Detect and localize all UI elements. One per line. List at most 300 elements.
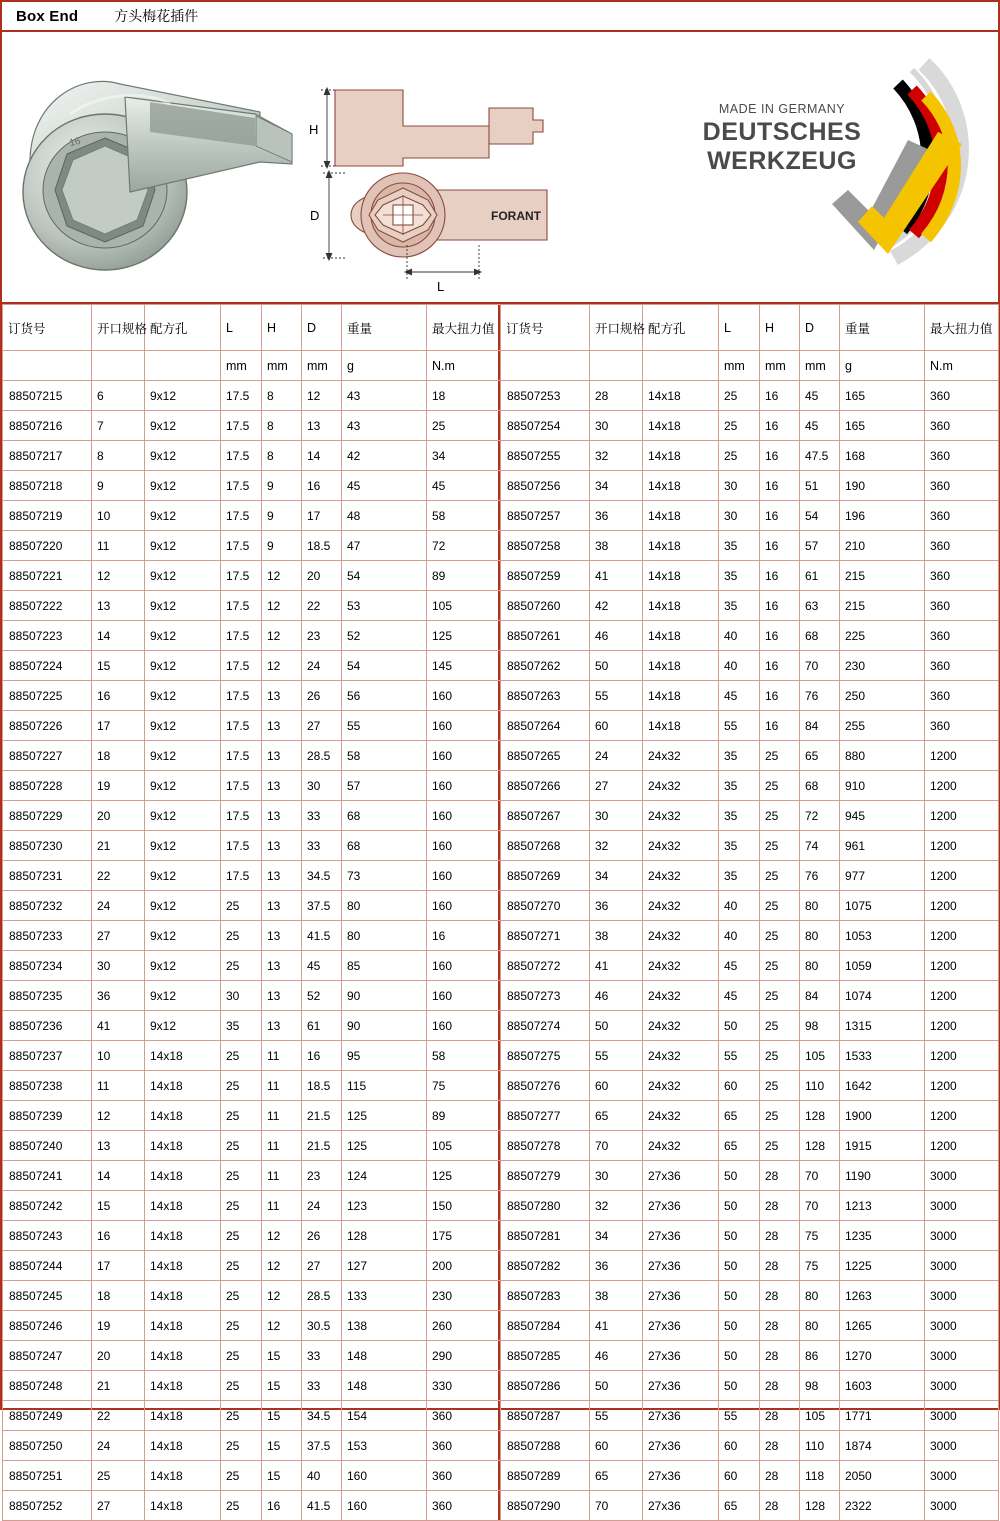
table-row bbox=[501, 1431, 999, 1461]
col-header-opening-size: 开口规格 bbox=[590, 305, 643, 351]
header-row-labels bbox=[501, 305, 999, 351]
cell-opening-size: 38 bbox=[590, 1281, 643, 1311]
table-row bbox=[501, 1491, 999, 1521]
cell-weight: 215 bbox=[840, 591, 925, 621]
cell-opening-size: 60 bbox=[590, 711, 643, 741]
cell-opening-size: 22 bbox=[92, 1401, 145, 1431]
cell-l: 25 bbox=[221, 1101, 262, 1131]
cell-order-no: 88507283 bbox=[501, 1281, 590, 1311]
cell-l: 17.5 bbox=[221, 621, 262, 651]
cell-square-hole: 24x32 bbox=[643, 861, 719, 891]
cell-weight: 1315 bbox=[840, 1011, 925, 1041]
cell-opening-size: 12 bbox=[92, 561, 145, 591]
cell-square-hole: 24x32 bbox=[643, 921, 719, 951]
cell-square-hole: 9x12 bbox=[145, 621, 221, 651]
table-row bbox=[501, 591, 999, 621]
cell-weight: 1263 bbox=[840, 1281, 925, 1311]
cell-l: 25 bbox=[221, 1281, 262, 1311]
cell-d: 26 bbox=[302, 681, 342, 711]
unit-square-hole bbox=[643, 351, 719, 381]
cell-opening-size: 50 bbox=[590, 651, 643, 681]
table-row bbox=[501, 771, 999, 801]
cell-h: 13 bbox=[262, 1011, 302, 1041]
cell-opening-size: 21 bbox=[92, 1371, 145, 1401]
cell-l: 25 bbox=[719, 381, 760, 411]
cell-square-hole: 14x18 bbox=[145, 1191, 221, 1221]
cell-max-torque: 1200 bbox=[925, 891, 999, 921]
cell-opening-size: 30 bbox=[590, 1161, 643, 1191]
cell-max-torque: 160 bbox=[427, 801, 501, 831]
cell-max-torque: 16 bbox=[427, 921, 501, 951]
table-row bbox=[3, 891, 501, 921]
cell-order-no: 88507275 bbox=[501, 1041, 590, 1071]
cell-opening-size: 7 bbox=[92, 411, 145, 441]
table-row bbox=[501, 1071, 999, 1101]
cell-h: 28 bbox=[760, 1251, 800, 1281]
cell-d: 86 bbox=[800, 1341, 840, 1371]
cell-max-torque: 360 bbox=[427, 1461, 501, 1491]
cell-order-no: 88507278 bbox=[501, 1131, 590, 1161]
cell-square-hole: 9x12 bbox=[145, 531, 221, 561]
cell-square-hole: 9x12 bbox=[145, 741, 221, 771]
cell-l: 17.5 bbox=[221, 381, 262, 411]
cell-l: 30 bbox=[719, 471, 760, 501]
cell-h: 11 bbox=[262, 1131, 302, 1161]
cell-max-torque: 1200 bbox=[925, 1131, 999, 1161]
cell-max-torque: 105 bbox=[427, 1131, 501, 1161]
cell-h: 9 bbox=[262, 471, 302, 501]
cell-opening-size: 24 bbox=[92, 1431, 145, 1461]
col-header-order-no: 订货号 bbox=[501, 305, 590, 351]
cell-max-torque: 160 bbox=[427, 981, 501, 1011]
cell-max-torque: 160 bbox=[427, 711, 501, 741]
cell-square-hole: 24x32 bbox=[643, 1101, 719, 1131]
cell-opening-size: 6 bbox=[92, 381, 145, 411]
table-row bbox=[3, 1341, 501, 1371]
cell-max-torque: 1200 bbox=[925, 801, 999, 831]
cell-opening-size: 24 bbox=[590, 741, 643, 771]
cell-opening-size: 19 bbox=[92, 1311, 145, 1341]
cell-d: 80 bbox=[800, 951, 840, 981]
cell-order-no: 88507223 bbox=[3, 621, 92, 651]
table-row bbox=[501, 891, 999, 921]
cell-l: 17.5 bbox=[221, 561, 262, 591]
cell-max-torque: 3000 bbox=[925, 1341, 999, 1371]
cell-weight: 165 bbox=[840, 381, 925, 411]
cell-weight: 123 bbox=[342, 1191, 427, 1221]
cell-h: 25 bbox=[760, 951, 800, 981]
cell-opening-size: 55 bbox=[590, 1401, 643, 1431]
svg-text:16: 16 bbox=[68, 135, 82, 149]
cell-d: 84 bbox=[800, 981, 840, 1011]
cell-weight: 2050 bbox=[840, 1461, 925, 1491]
cell-square-hole: 9x12 bbox=[145, 381, 221, 411]
cell-max-torque: 360 bbox=[925, 621, 999, 651]
cell-weight: 2322 bbox=[840, 1491, 925, 1521]
cell-max-torque: 1200 bbox=[925, 861, 999, 891]
cell-h: 25 bbox=[760, 921, 800, 951]
cell-max-torque: 3000 bbox=[925, 1461, 999, 1491]
cell-d: 118 bbox=[800, 1461, 840, 1491]
cell-h: 28 bbox=[760, 1431, 800, 1461]
cell-square-hole: 9x12 bbox=[145, 861, 221, 891]
cell-weight: 148 bbox=[342, 1341, 427, 1371]
cell-weight: 43 bbox=[342, 381, 427, 411]
cell-order-no: 88507267 bbox=[501, 801, 590, 831]
cell-opening-size: 36 bbox=[590, 1251, 643, 1281]
cell-weight: 154 bbox=[342, 1401, 427, 1431]
cell-max-torque: 360 bbox=[925, 501, 999, 531]
cell-d: 128 bbox=[800, 1101, 840, 1131]
cell-d: 23 bbox=[302, 621, 342, 651]
table-row bbox=[3, 1071, 501, 1101]
cell-h: 13 bbox=[262, 921, 302, 951]
cell-d: 61 bbox=[800, 561, 840, 591]
cell-l: 17.5 bbox=[221, 711, 262, 741]
cell-opening-size: 17 bbox=[92, 1251, 145, 1281]
table-row bbox=[3, 1161, 501, 1191]
cell-weight: 148 bbox=[342, 1371, 427, 1401]
cell-square-hole: 14x18 bbox=[145, 1491, 221, 1521]
cell-max-torque: 72 bbox=[427, 531, 501, 561]
cell-order-no: 88507269 bbox=[501, 861, 590, 891]
cell-square-hole: 14x18 bbox=[145, 1281, 221, 1311]
cell-weight: 215 bbox=[840, 561, 925, 591]
cell-d: 27 bbox=[302, 711, 342, 741]
table-row bbox=[501, 561, 999, 591]
cell-square-hole: 9x12 bbox=[145, 771, 221, 801]
cell-d: 54 bbox=[800, 501, 840, 531]
table-row bbox=[3, 411, 501, 441]
cell-h: 13 bbox=[262, 981, 302, 1011]
cell-order-no: 88507235 bbox=[3, 981, 92, 1011]
cell-max-torque: 1200 bbox=[925, 1041, 999, 1071]
cell-order-no: 88507247 bbox=[3, 1341, 92, 1371]
cell-d: 110 bbox=[800, 1431, 840, 1461]
cell-l: 65 bbox=[719, 1131, 760, 1161]
cell-max-torque: 3000 bbox=[925, 1401, 999, 1431]
table-row bbox=[3, 831, 501, 861]
cell-square-hole: 9x12 bbox=[145, 711, 221, 741]
table-row bbox=[501, 381, 999, 411]
cell-opening-size: 30 bbox=[92, 951, 145, 981]
cell-h: 25 bbox=[760, 1101, 800, 1131]
cell-opening-size: 36 bbox=[590, 891, 643, 921]
cell-max-torque: 3000 bbox=[925, 1191, 999, 1221]
cell-opening-size: 46 bbox=[590, 981, 643, 1011]
cell-max-torque: 360 bbox=[427, 1401, 501, 1431]
cell-h: 28 bbox=[760, 1161, 800, 1191]
col-header-l: L bbox=[221, 305, 262, 351]
cell-weight: 90 bbox=[342, 1011, 427, 1041]
cell-d: 23 bbox=[302, 1161, 342, 1191]
cell-weight: 54 bbox=[342, 651, 427, 681]
spec-tables bbox=[2, 304, 998, 1521]
cell-order-no: 88507248 bbox=[3, 1371, 92, 1401]
cell-l: 17.5 bbox=[221, 471, 262, 501]
col-header-square-hole: 配方孔 bbox=[643, 305, 719, 351]
cell-order-no: 88507217 bbox=[3, 441, 92, 471]
table-row bbox=[3, 1461, 501, 1491]
cell-max-torque: 3000 bbox=[925, 1281, 999, 1311]
cell-square-hole: 9x12 bbox=[145, 681, 221, 711]
cell-square-hole: 27x36 bbox=[643, 1161, 719, 1191]
cell-l: 40 bbox=[719, 891, 760, 921]
cell-max-torque: 125 bbox=[427, 621, 501, 651]
cell-opening-size: 9 bbox=[92, 471, 145, 501]
table-row bbox=[501, 981, 999, 1011]
cell-max-torque: 1200 bbox=[925, 921, 999, 951]
spec-table-right bbox=[500, 304, 999, 1521]
cell-d: 128 bbox=[800, 1131, 840, 1161]
cell-opening-size: 36 bbox=[92, 981, 145, 1011]
cell-d: 41.5 bbox=[302, 1491, 342, 1521]
table-row bbox=[3, 1221, 501, 1251]
cell-l: 25 bbox=[221, 1371, 262, 1401]
cell-opening-size: 34 bbox=[590, 861, 643, 891]
cell-h: 8 bbox=[262, 441, 302, 471]
cell-order-no: 88507272 bbox=[501, 951, 590, 981]
cell-order-no: 88507257 bbox=[501, 501, 590, 531]
cell-opening-size: 20 bbox=[92, 1341, 145, 1371]
cell-max-torque: 1200 bbox=[925, 1011, 999, 1041]
col-header-d: D bbox=[800, 305, 840, 351]
unit-weight: g bbox=[342, 351, 427, 381]
cell-l: 45 bbox=[719, 981, 760, 1011]
cell-weight: 127 bbox=[342, 1251, 427, 1281]
cell-order-no: 88507220 bbox=[3, 531, 92, 561]
cell-max-torque: 3000 bbox=[925, 1161, 999, 1191]
cell-square-hole: 14x18 bbox=[145, 1131, 221, 1161]
cell-h: 9 bbox=[262, 501, 302, 531]
cell-d: 65 bbox=[800, 741, 840, 771]
cell-h: 13 bbox=[262, 861, 302, 891]
cell-weight: 95 bbox=[342, 1041, 427, 1071]
cell-square-hole: 14x18 bbox=[643, 591, 719, 621]
cell-l: 17.5 bbox=[221, 861, 262, 891]
cell-h: 12 bbox=[262, 591, 302, 621]
cell-max-torque: 58 bbox=[427, 1041, 501, 1071]
unit-l: mm bbox=[221, 351, 262, 381]
cell-square-hole: 14x18 bbox=[643, 711, 719, 741]
cell-d: 41.5 bbox=[302, 921, 342, 951]
cell-weight: 125 bbox=[342, 1131, 427, 1161]
cell-weight: 880 bbox=[840, 741, 925, 771]
cell-order-no: 88507280 bbox=[501, 1191, 590, 1221]
table-row bbox=[3, 1101, 501, 1131]
cell-h: 25 bbox=[760, 1041, 800, 1071]
spec-table-left bbox=[2, 304, 501, 1521]
cell-max-torque: 145 bbox=[427, 651, 501, 681]
table-row bbox=[501, 1011, 999, 1041]
cell-weight: 68 bbox=[342, 801, 427, 831]
cell-max-torque: 160 bbox=[427, 681, 501, 711]
cell-square-hole: 27x36 bbox=[643, 1491, 719, 1521]
cell-d: 22 bbox=[302, 591, 342, 621]
cell-l: 50 bbox=[719, 1221, 760, 1251]
cell-square-hole: 14x18 bbox=[145, 1341, 221, 1371]
cell-square-hole: 9x12 bbox=[145, 411, 221, 441]
cell-square-hole: 9x12 bbox=[145, 921, 221, 951]
table-row bbox=[501, 861, 999, 891]
cell-square-hole: 27x36 bbox=[643, 1461, 719, 1491]
table-row bbox=[501, 921, 999, 951]
cell-max-torque: 160 bbox=[427, 951, 501, 981]
cell-weight: 1270 bbox=[840, 1341, 925, 1371]
cell-square-hole: 14x18 bbox=[643, 651, 719, 681]
cell-weight: 1642 bbox=[840, 1071, 925, 1101]
cell-weight: 1533 bbox=[840, 1041, 925, 1071]
cell-h: 16 bbox=[760, 531, 800, 561]
cell-h: 16 bbox=[760, 591, 800, 621]
cell-l: 17.5 bbox=[221, 501, 262, 531]
cell-order-no: 88507254 bbox=[501, 411, 590, 441]
cell-weight: 945 bbox=[840, 801, 925, 831]
cell-h: 15 bbox=[262, 1461, 302, 1491]
table-row bbox=[501, 1191, 999, 1221]
cell-max-torque: 3000 bbox=[925, 1371, 999, 1401]
cell-square-hole: 14x18 bbox=[643, 471, 719, 501]
cell-opening-size: 70 bbox=[590, 1491, 643, 1521]
cell-weight: 125 bbox=[342, 1101, 427, 1131]
cell-l: 35 bbox=[719, 531, 760, 561]
cell-weight: 52 bbox=[342, 621, 427, 651]
cell-max-torque: 175 bbox=[427, 1221, 501, 1251]
cell-d: 105 bbox=[800, 1041, 840, 1071]
table-row bbox=[501, 1251, 999, 1281]
cell-l: 25 bbox=[221, 1191, 262, 1221]
table-row bbox=[501, 411, 999, 441]
table-row bbox=[501, 801, 999, 831]
table-row bbox=[501, 471, 999, 501]
col-header-max-torque: 最大扭力值 bbox=[925, 305, 999, 351]
unit-square-hole bbox=[145, 351, 221, 381]
cell-h: 25 bbox=[760, 1131, 800, 1161]
cell-weight: 230 bbox=[840, 651, 925, 681]
cell-h: 16 bbox=[760, 681, 800, 711]
cell-square-hole: 27x36 bbox=[643, 1401, 719, 1431]
cell-l: 25 bbox=[221, 1311, 262, 1341]
cell-l: 25 bbox=[221, 1401, 262, 1431]
cell-h: 11 bbox=[262, 1041, 302, 1071]
cell-h: 16 bbox=[760, 501, 800, 531]
cell-order-no: 88507256 bbox=[501, 471, 590, 501]
cell-opening-size: 60 bbox=[590, 1071, 643, 1101]
cell-l: 25 bbox=[221, 1041, 262, 1071]
table-row bbox=[3, 1311, 501, 1341]
cell-h: 9 bbox=[262, 531, 302, 561]
col-header-l: L bbox=[719, 305, 760, 351]
cell-d: 70 bbox=[800, 651, 840, 681]
cell-weight: 85 bbox=[342, 951, 427, 981]
cell-h: 28 bbox=[760, 1221, 800, 1251]
cell-l: 60 bbox=[719, 1431, 760, 1461]
cell-square-hole: 14x18 bbox=[643, 621, 719, 651]
cell-max-torque: 160 bbox=[427, 771, 501, 801]
cell-square-hole: 24x32 bbox=[643, 1071, 719, 1101]
cell-order-no: 88507287 bbox=[501, 1401, 590, 1431]
cell-order-no: 88507277 bbox=[501, 1101, 590, 1131]
cell-h: 28 bbox=[760, 1401, 800, 1431]
cell-l: 25 bbox=[221, 1131, 262, 1161]
cell-l: 25 bbox=[221, 921, 262, 951]
cell-l: 25 bbox=[719, 411, 760, 441]
cell-square-hole: 27x36 bbox=[643, 1191, 719, 1221]
cell-max-torque: 75 bbox=[427, 1071, 501, 1101]
cell-weight: 80 bbox=[342, 891, 427, 921]
cell-d: 61 bbox=[302, 1011, 342, 1041]
cell-opening-size: 24 bbox=[92, 891, 145, 921]
table-row bbox=[501, 1401, 999, 1431]
cell-max-torque: 1200 bbox=[925, 1071, 999, 1101]
cell-l: 50 bbox=[719, 1371, 760, 1401]
cell-order-no: 88507242 bbox=[3, 1191, 92, 1221]
spec-table-right-wrapper bbox=[500, 304, 998, 1521]
cell-weight: 1900 bbox=[840, 1101, 925, 1131]
unit-opening-size bbox=[92, 351, 145, 381]
table-row bbox=[3, 681, 501, 711]
cell-h: 15 bbox=[262, 1341, 302, 1371]
cell-max-torque: 3000 bbox=[925, 1311, 999, 1341]
cell-weight: 53 bbox=[342, 591, 427, 621]
cell-l: 55 bbox=[719, 711, 760, 741]
cell-weight: 1235 bbox=[840, 1221, 925, 1251]
cell-opening-size: 28 bbox=[590, 381, 643, 411]
table-row bbox=[3, 1281, 501, 1311]
table-row bbox=[501, 501, 999, 531]
cell-d: 34.5 bbox=[302, 1401, 342, 1431]
unit-opening-size bbox=[590, 351, 643, 381]
unit-l: mm bbox=[719, 351, 760, 381]
cell-h: 13 bbox=[262, 711, 302, 741]
cell-d: 16 bbox=[302, 471, 342, 501]
table-row bbox=[501, 1461, 999, 1491]
cell-order-no: 88507276 bbox=[501, 1071, 590, 1101]
cell-max-torque: 290 bbox=[427, 1341, 501, 1371]
cell-square-hole: 14x18 bbox=[145, 1071, 221, 1101]
cell-l: 25 bbox=[221, 1161, 262, 1191]
cell-order-no: 88507255 bbox=[501, 441, 590, 471]
table-row bbox=[3, 771, 501, 801]
cell-opening-size: 32 bbox=[590, 441, 643, 471]
cell-opening-size: 25 bbox=[92, 1461, 145, 1491]
table-row bbox=[501, 1161, 999, 1191]
cell-h: 13 bbox=[262, 831, 302, 861]
cell-d: 76 bbox=[800, 681, 840, 711]
col-header-h: H bbox=[262, 305, 302, 351]
unit-h: mm bbox=[760, 351, 800, 381]
cell-square-hole: 27x36 bbox=[643, 1341, 719, 1371]
cell-opening-size: 41 bbox=[590, 1311, 643, 1341]
cell-weight: 1874 bbox=[840, 1431, 925, 1461]
cell-l: 17.5 bbox=[221, 591, 262, 621]
cell-opening-size: 16 bbox=[92, 1221, 145, 1251]
cell-max-torque: 360 bbox=[925, 531, 999, 561]
table-row bbox=[3, 1191, 501, 1221]
cell-d: 98 bbox=[800, 1371, 840, 1401]
cell-h: 25 bbox=[760, 801, 800, 831]
cell-max-torque: 18 bbox=[427, 381, 501, 411]
cell-order-no: 88507227 bbox=[3, 741, 92, 771]
header-row-units bbox=[501, 351, 999, 381]
cell-weight: 1053 bbox=[840, 921, 925, 951]
cell-order-no: 88507249 bbox=[3, 1401, 92, 1431]
cell-max-torque: 125 bbox=[427, 1161, 501, 1191]
cell-square-hole: 24x32 bbox=[643, 891, 719, 921]
cell-max-torque: 360 bbox=[925, 471, 999, 501]
cell-h: 28 bbox=[760, 1341, 800, 1371]
cell-d: 98 bbox=[800, 1011, 840, 1041]
